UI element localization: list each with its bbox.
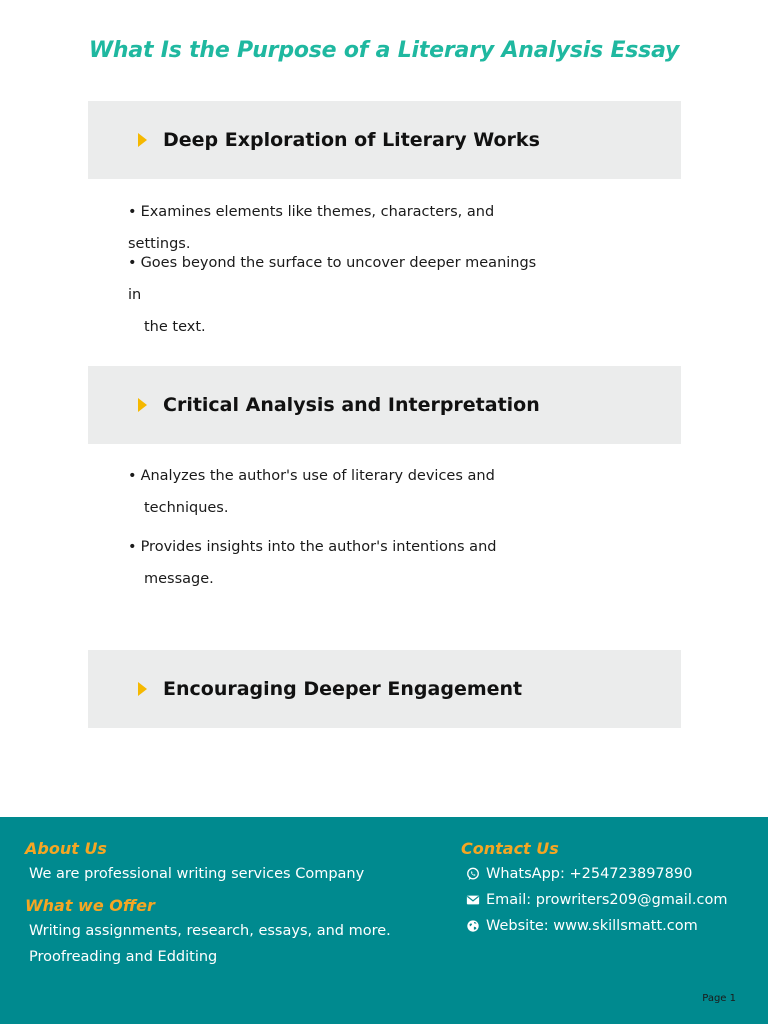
- bullet-text-continued: message.: [144, 571, 214, 587]
- list-item: [128, 247, 548, 343]
- bullet-char: •: [128, 255, 137, 271]
- bullet-char: •: [128, 468, 137, 484]
- section-header-exploration: [88, 101, 681, 179]
- caret-right-icon: [138, 682, 147, 696]
- section-heading: Encouraging Deeper Engagement: [163, 678, 523, 700]
- contact-heading: Contact Us: [461, 839, 559, 858]
- contact-text: Email: prowriters209@gmail.com: [486, 892, 728, 908]
- section-heading: Critical Analysis and Interpretation: [163, 394, 540, 416]
- bullet-text-continued: techniques.: [144, 500, 229, 516]
- contact-website[interactable]: [466, 918, 698, 934]
- caret-right-icon: [138, 398, 147, 412]
- footer: [0, 817, 768, 1024]
- section-heading: Deep Exploration of Literary Works: [163, 129, 540, 151]
- globe-icon: [466, 919, 480, 933]
- list-item: [128, 460, 548, 524]
- page-title: What Is the Purpose of a Literary Analysis Essay: [88, 38, 680, 63]
- section-header-engagement: [88, 650, 681, 728]
- offer-line: Proofreading and Edditing: [29, 949, 218, 965]
- bullet-text: Goes beyond the surface to uncover deeper meanings in: [128, 255, 537, 303]
- contact-email[interactable]: [466, 892, 727, 908]
- offer-line: Writing assignments, research, essays, and more.: [29, 923, 391, 939]
- whatsapp-icon: [466, 867, 480, 881]
- bullet-char: •: [128, 204, 137, 220]
- list-item: [128, 531, 548, 595]
- bullet-char: •: [128, 539, 137, 555]
- bullet-text: Provides insights into the author's intentions and: [140, 539, 497, 555]
- contact-whatsapp[interactable]: [466, 866, 692, 882]
- about-text: We are professional writing services Company: [29, 866, 365, 882]
- about-heading: About Us: [25, 839, 107, 858]
- bullet-text: Examines elements like themes, characters, and settings.: [128, 204, 495, 252]
- section-header-analysis: [88, 366, 681, 444]
- offer-heading: What we Offer: [25, 896, 155, 915]
- envelope-icon: [466, 893, 480, 907]
- bullet-text-continued: the text.: [144, 319, 206, 335]
- contact-text: Website: www.skillsmatt.com: [486, 918, 698, 934]
- caret-right-icon: [138, 133, 147, 147]
- contact-text: WhatsApp: +254723897890: [486, 866, 693, 882]
- bullet-text: Analyzes the author's use of literary devices and: [140, 468, 495, 484]
- page-number: Page 1: [702, 993, 736, 1004]
